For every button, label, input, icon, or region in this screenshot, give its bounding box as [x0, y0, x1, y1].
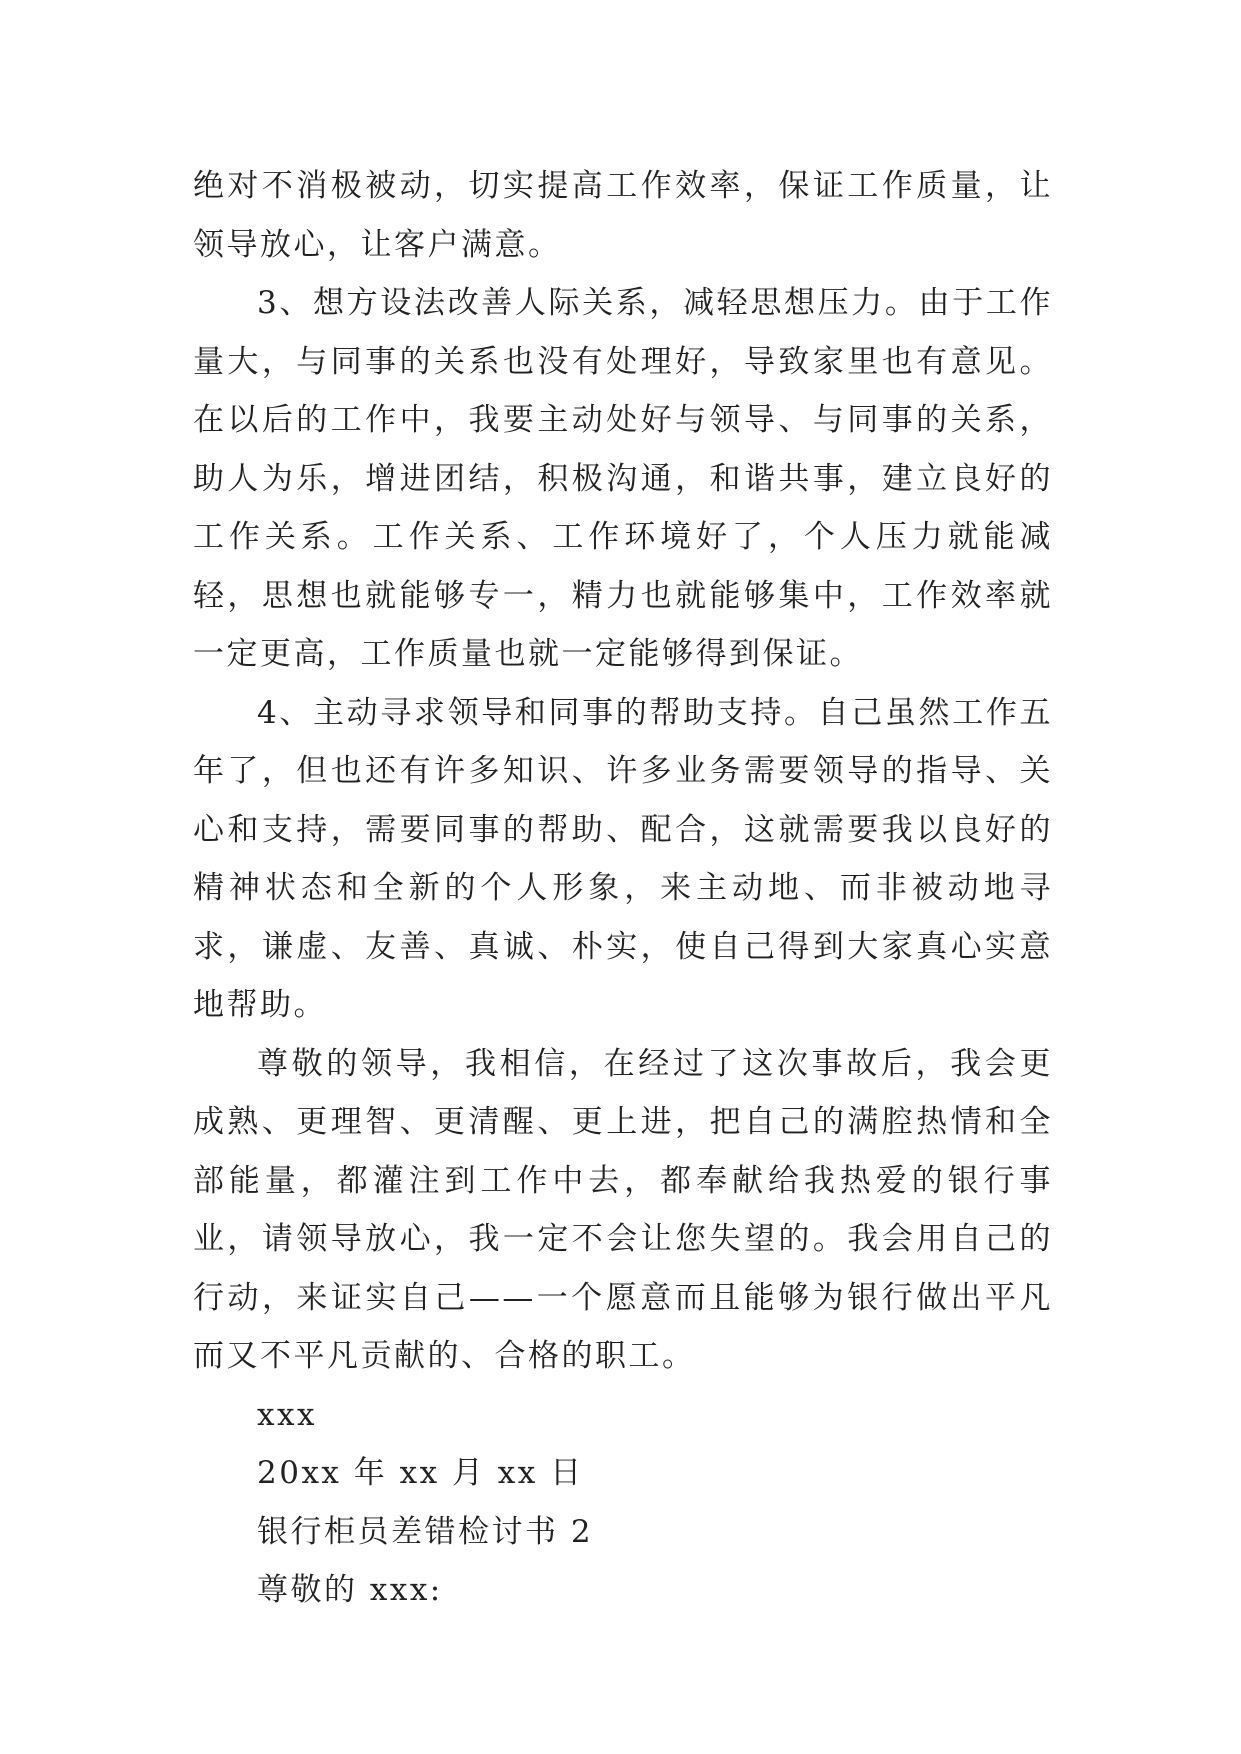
paragraph-continuation: 绝对不消极被动，切实提高工作效率，保证工作质量，让领导放心，让客户满意。: [193, 168, 1053, 263]
signature-date: 20xx 年 xx 月 xx 日: [257, 1455, 584, 1491]
signature-name: xxx: [257, 1396, 317, 1433]
paragraph-point-3: 3、想方设法改善人际关系，减轻思想压力。由于工作量大，与同事的关系也没有处理好，导致家里也有意见。在以后的工作中，我要主动处好与领导、与同事的关系，助人为乐，增进团结，积极沟通，和谐共事，建立良好的工作关系。工作关系、工作环境好了，个人压力就能减轻，思想也就能够专一，精力也就能够集中，工作效率就一定更高，工作质量也就一定能够得到保证。: [193, 285, 1053, 672]
next-document-title: 银行柜员差错检讨书 2: [257, 1513, 594, 1550]
paragraph-point-4: 4、主动寻求领导和同事的帮助支持。自己虽然工作五年了，但也还有许多知识、许多业务需要领导的指导、关心和支持，需要同事的帮助、配合，这就需要我以良好的精神状态和全新的个人形象，来主动地、而非被动地寻求，谦虚、友善、真诚、朴实，使自己得到大家真心实意地帮助。: [193, 694, 1053, 1023]
document-body: [193, 157, 1053, 1620]
paragraph-closing: 尊敬的领导，我相信，在经过了这次事故后，我会更成熟、更理智、更清醒、更上进，把自己的满腔热情和全部能量，都灌注到工作中去，都奉献给我热爱的银行事业，请领导放心，我一定不会让您失望的。我会用自己的行动，来证实自己——一个愿意而且能够为银行做出平凡而又不平凡贡献的、合格的职工。: [193, 1045, 1053, 1374]
salutation: 尊敬的 xxx:: [257, 1572, 443, 1608]
